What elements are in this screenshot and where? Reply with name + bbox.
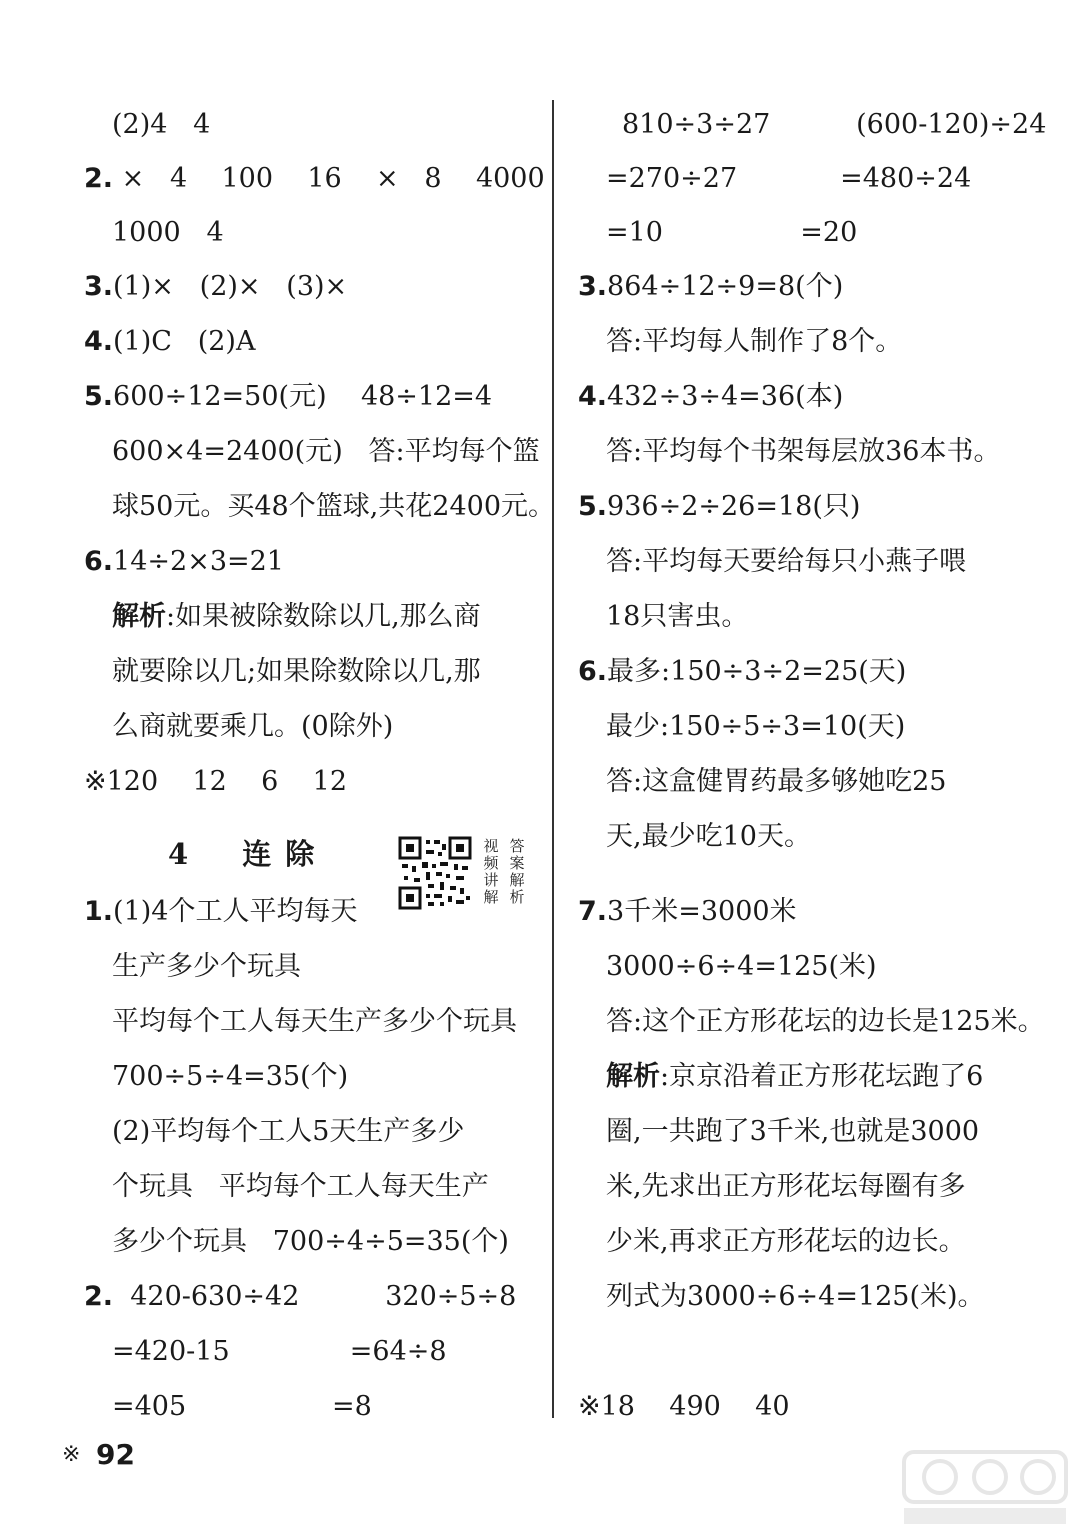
right-line [606, 710, 905, 744]
question-number: 3. [578, 271, 608, 302]
answer-text: =405 =8 [112, 1391, 372, 1422]
answer-text: (1)4个工人平均每天 [113, 896, 358, 927]
answer-text: 1000 4 [112, 217, 224, 248]
answer-text: 么商就要乘几。(0除外) [112, 711, 394, 742]
watermark-logo-icon [900, 1448, 1070, 1528]
answer-text: :京京沿着正方形花坛跑了6 [660, 1061, 984, 1092]
left-line [84, 380, 492, 414]
answer-text: 432÷3÷4=36(本) [607, 381, 844, 412]
question-number: 4. [578, 381, 608, 412]
left-line [112, 1335, 447, 1369]
right-line [606, 600, 748, 634]
answer-text: (1)× (2)× (3)× [113, 271, 348, 302]
answer-text: 420-630÷42 320÷5÷8 [113, 1281, 517, 1312]
answer-text: 答:这个正方形花坛的边长是125米。 [606, 1006, 1045, 1037]
qr-label-answer: 答案解析 [509, 837, 525, 906]
right-line [606, 325, 902, 359]
section-title: 连除 [242, 837, 329, 871]
answer-text: 最多:150÷3÷2=25(天) [607, 656, 907, 687]
answer-text: 600×4=2400(元) 答:平均每个篮 [112, 436, 540, 467]
answer-text: 多少个玩具 700÷4÷5=35(个) [112, 1226, 509, 1257]
left-line [112, 1225, 509, 1259]
answer-text: 天,最少吃10天。 [606, 821, 811, 852]
right-line [606, 162, 971, 196]
left-line [84, 1280, 516, 1314]
left-line [112, 108, 210, 142]
question-number: 4. [84, 326, 114, 357]
right-line [606, 820, 811, 854]
answer-text: 最少:150÷5÷3=10(天) [606, 711, 906, 742]
answer-text: 个玩具 平均每个工人每天生产 [112, 1171, 489, 1202]
question-number: 5. [84, 381, 114, 412]
answer-text: (2)平均每个工人5天生产多少 [112, 1116, 465, 1147]
answer-text: 圈,一共跑了3千米,也就是3000 [606, 1116, 980, 1147]
question-number: 6. [84, 546, 114, 577]
answer-text: =420-15 =64÷8 [112, 1336, 447, 1367]
left-line [84, 325, 255, 359]
left-line [112, 1170, 489, 1204]
left-line [84, 162, 545, 196]
right-line [606, 1115, 979, 1149]
right-line [606, 950, 877, 984]
right-line [578, 380, 843, 414]
answer-text: 列式为3000÷6÷4=125(米)。 [606, 1281, 985, 1312]
question-number: 5. [578, 491, 608, 522]
right-line [578, 1390, 790, 1424]
left-line [112, 1390, 372, 1424]
answer-text: 生产多少个玩具 [112, 951, 301, 982]
analysis-label: 解析 [112, 601, 166, 632]
left-line [84, 765, 347, 799]
answer-text: ※120 12 6 12 [84, 766, 348, 797]
question-number: 7. [578, 896, 608, 927]
question-number: 2. [84, 1281, 114, 1312]
right-line [578, 490, 860, 524]
right-line [606, 1225, 966, 1259]
answer-text: 米,先求出正方形花坛每圈有多 [606, 1171, 966, 1202]
right-line [606, 1280, 985, 1314]
right-line [622, 108, 1046, 142]
qr-label-video: 视频讲解 [483, 837, 499, 906]
answer-text: 答:这盒健胃药最多够她吃25 [606, 766, 947, 797]
section-heading [168, 832, 328, 873]
answer-text: 就要除以几;如果除数除以几,那 [112, 656, 481, 687]
answer-text: 球50元。买48个篮球,共花2400元。 [112, 491, 556, 522]
answer-text: 936÷2÷26=18(只) [607, 491, 861, 522]
right-line [606, 545, 966, 579]
answer-text: × 4 100 16 × 8 4000 [113, 163, 545, 194]
question-number: 6. [578, 656, 608, 687]
question-number: 2. [84, 163, 114, 194]
answer-text: 600÷12=50(元) 48÷12=4 [113, 381, 493, 412]
answer-text: 14÷2×3=21 [113, 546, 284, 577]
answer-text: 700÷5÷4=35(个) [112, 1061, 349, 1092]
right-line [606, 1005, 1045, 1039]
right-line [578, 655, 906, 689]
left-line [112, 655, 481, 689]
answer-text: (2)4 4 [112, 109, 211, 140]
answer-text: 864÷12÷9=8(个) [607, 271, 844, 302]
right-line [606, 1170, 966, 1204]
answer-text: 3000÷6÷4=125(米) [606, 951, 877, 982]
question-number: 3. [84, 271, 114, 302]
left-line [84, 895, 357, 929]
right-line [578, 270, 843, 304]
answer-text: 答:平均每个书架每层放36本书。 [606, 436, 1001, 467]
left-line [112, 710, 393, 744]
right-line [606, 216, 857, 250]
right-line [578, 895, 797, 929]
left-line [84, 270, 347, 304]
left-line [112, 950, 301, 984]
answer-text: 平均每个工人每天生产多少个玩具 [112, 1006, 517, 1037]
left-line [112, 490, 555, 524]
left-line [112, 1060, 348, 1094]
answer-text: (1)C (2)A [113, 326, 256, 357]
analysis-label: 解析 [606, 1061, 660, 1092]
answer-text: 3千米=3000米 [607, 896, 797, 927]
answer-text: 答:平均每人制作了8个。 [606, 326, 903, 357]
answer-text: :如果被除数除以几,那么商 [166, 601, 481, 632]
left-line [112, 1115, 464, 1149]
answer-text: 18只害虫。 [606, 601, 749, 632]
star-mark: ※ [62, 1442, 81, 1467]
answer-text: 810÷3÷27 (600-120)÷24 [622, 109, 1047, 140]
page-number: 92 [96, 1438, 135, 1471]
left-line [112, 216, 224, 250]
answer-text: 答:平均每天要给每只小燕子喂 [606, 546, 967, 577]
answer-text: =270÷27 =480÷24 [606, 163, 972, 194]
left-line [112, 600, 481, 634]
qr-code-icon [398, 836, 472, 910]
left-line [112, 1005, 517, 1039]
left-line [84, 545, 284, 579]
right-line [606, 1060, 983, 1094]
answer-text: =10 =20 [606, 217, 858, 248]
left-line [112, 435, 540, 469]
right-line [606, 765, 946, 799]
column-divider [552, 100, 554, 1418]
right-line [606, 435, 1000, 469]
section-number: 4 [168, 837, 203, 871]
answer-text: 少米,再求正方形花坛的边长。 [606, 1226, 966, 1257]
answer-text: ※18 490 40 [578, 1391, 790, 1422]
question-number: 1. [84, 896, 114, 927]
